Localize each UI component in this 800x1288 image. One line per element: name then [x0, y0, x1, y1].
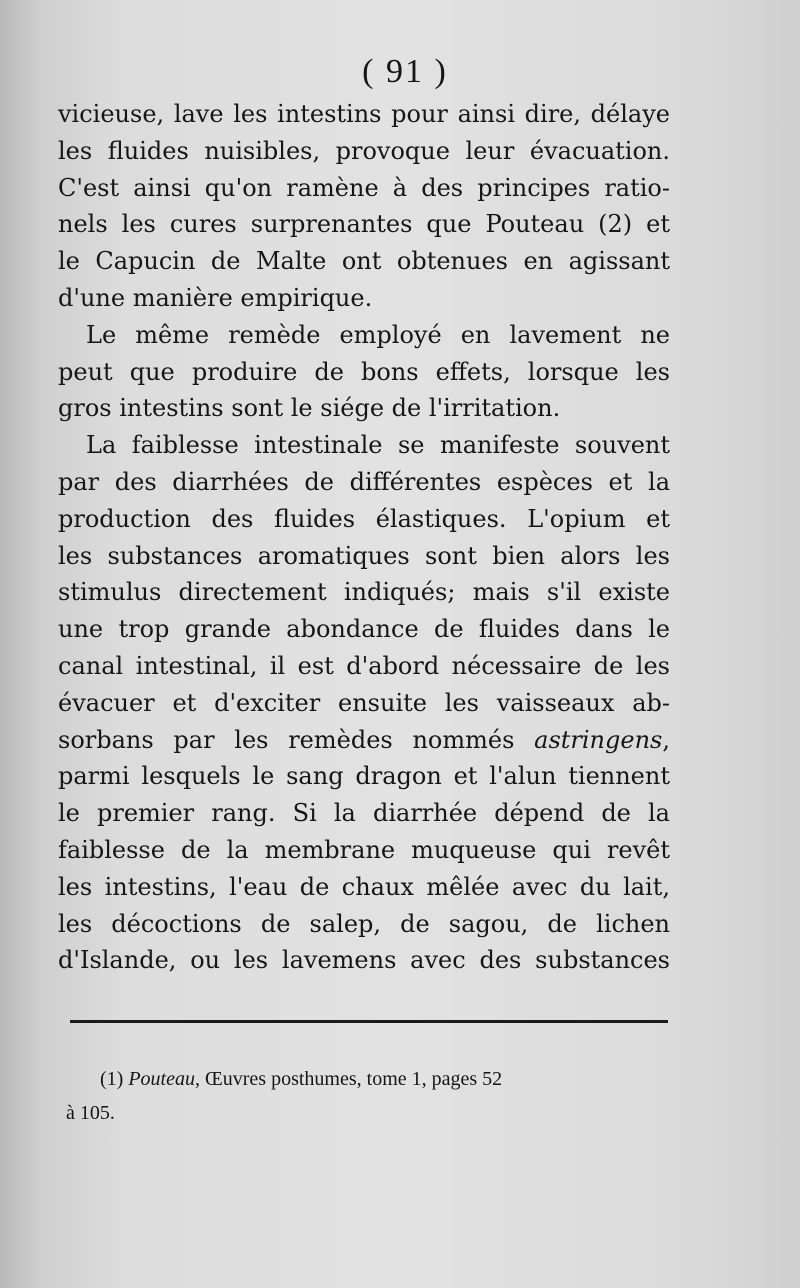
- text-line: vicieuse, lave les intestins pour ainsi dire, délaye: [58, 100, 670, 128]
- text-line: évacuer et d'exciter ensuite les vaisseaux ab-: [58, 688, 670, 717]
- body-text: [58, 96, 670, 979]
- text-line-with-italic: [58, 722, 670, 759]
- text-line: une trop grande abondance de fluides dans le: [58, 615, 670, 644]
- text-line: le Capucin de Malte ont obtenues en agissant: [58, 247, 670, 276]
- text-line: production des fluides élastiques. L'opium et: [58, 504, 670, 533]
- footnote: [66, 1062, 680, 1130]
- text-line: d'une manière empirique.: [58, 283, 373, 312]
- text-line: La faiblesse intestinale se manifeste souvent: [86, 431, 670, 460]
- text-line: faiblesse de la membrane muqueuse qui revêt: [58, 835, 670, 864]
- footnote-divider: [70, 1020, 668, 1023]
- text-line: le premier rang. Si la diarrhée dépend de la: [58, 799, 670, 828]
- text-line: stimulus directement indiqués; mais s'il existe: [58, 578, 670, 607]
- text-segment: sorbans par les remèdes nommés: [58, 725, 535, 754]
- text-line: Le même remède employé en lavement ne: [86, 320, 670, 349]
- text-line: par des diarrhées de différentes espèces et la: [58, 467, 670, 496]
- text-line: C'est ainsi qu'on ramène à des principes ratio-: [58, 173, 670, 202]
- text-line: gros intestins sont le siége de l'irritation.: [58, 394, 561, 423]
- text-line: d'Islande, ou les lavemens avec des substances: [58, 946, 670, 975]
- text-line: les fluides nuisibles, provoque leur évacuation.: [58, 136, 670, 165]
- text-line: canal intestinal, il est d'abord nécessaire de les: [58, 651, 670, 680]
- footnote-continuation: à 105.: [66, 1102, 115, 1124]
- text-line: les substances aromatiques sont bien alors les: [58, 541, 670, 570]
- footnote-author: Pouteau: [128, 1068, 195, 1090]
- italic-term: astringens: [534, 725, 663, 754]
- text-line: parmi lesquels le sang dragon et l'alun tiennent: [58, 762, 670, 791]
- footnote-marker: (1): [100, 1068, 124, 1090]
- footnote-text: , Œuvres posthumes, tome 1, pages 52: [194, 1068, 503, 1090]
- text-line: les décoctions de salep, de sagou, de lichen: [58, 909, 670, 938]
- text-line: nels les cures surprenantes que Pouteau (2) et: [58, 210, 670, 239]
- text-line: les intestins, l'eau de chaux mêlée avec du lait,: [58, 872, 670, 901]
- text-line: peut que produire de bons effets, lorsque les: [58, 357, 670, 386]
- page-number: ( 91 ): [362, 53, 448, 90]
- text-segment: ,: [662, 725, 670, 754]
- footnote-line: [100, 1062, 680, 1096]
